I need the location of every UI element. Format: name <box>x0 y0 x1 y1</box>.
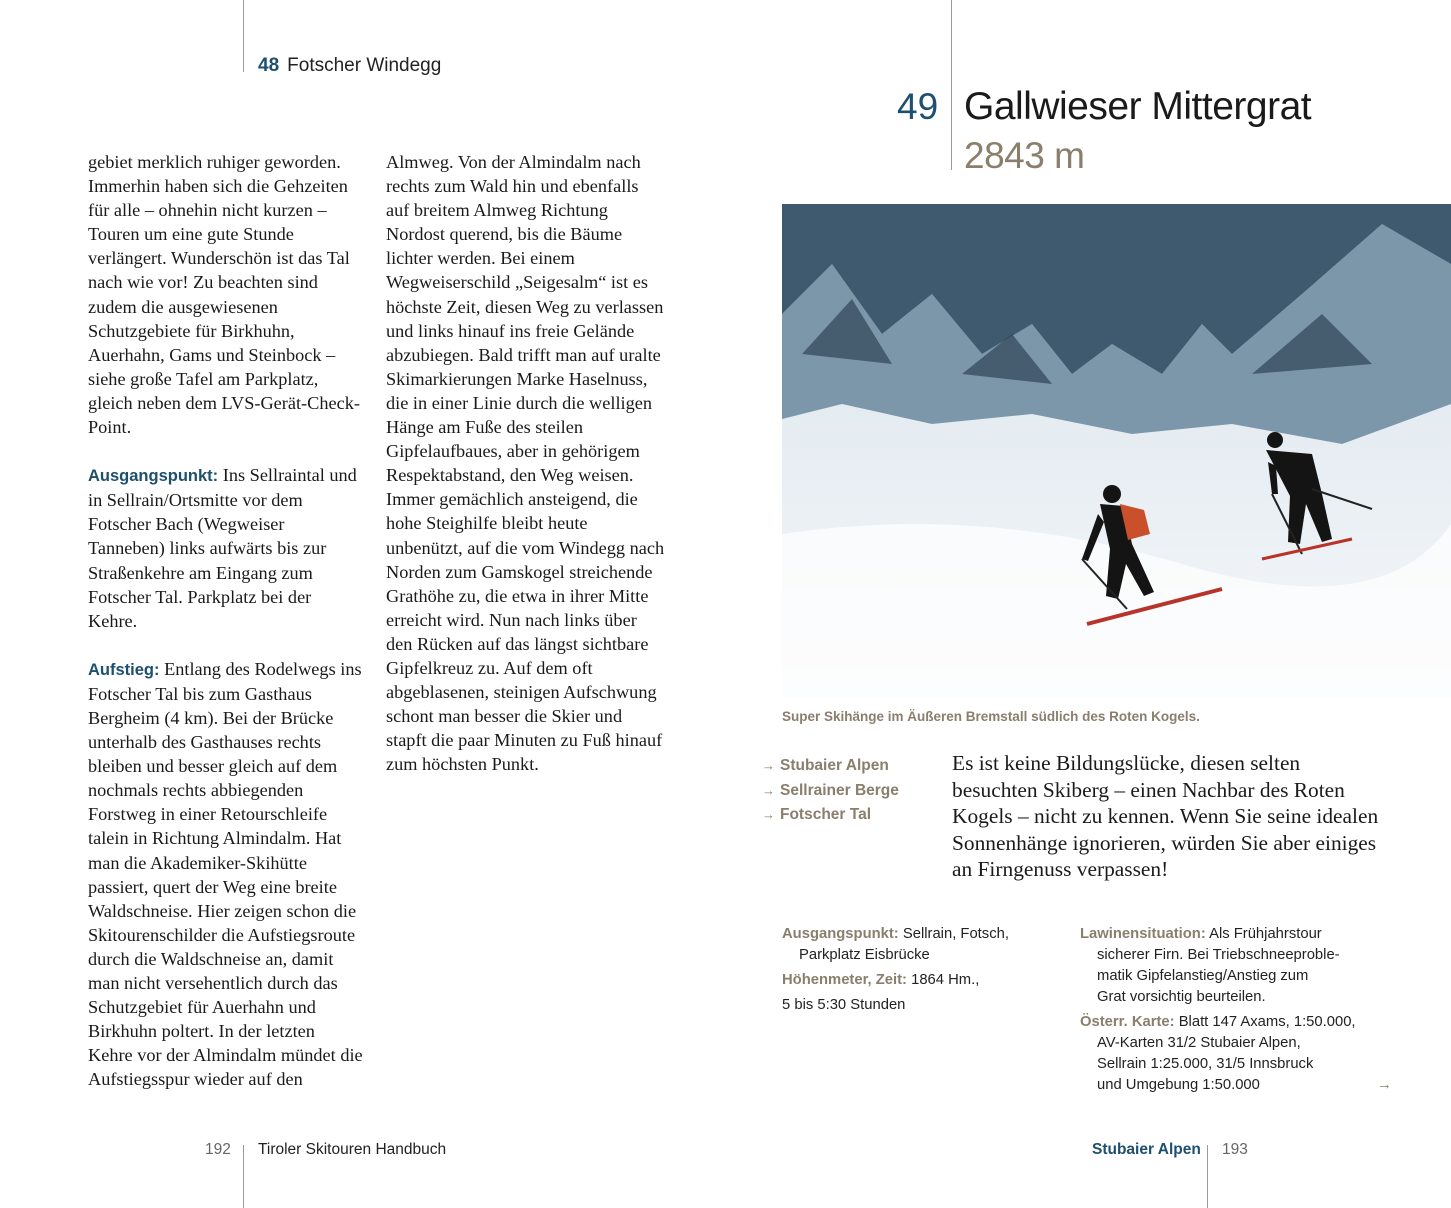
book-title: Tiroler Skitouren Handbuch <box>258 1141 447 1158</box>
arrow-right-icon: → <box>762 782 775 798</box>
route-paragraph: Almweg. Von der Almindalm nach rechts zum Wald hin und ebenfalls auf breitem Almweg Richtung Nordost querend, bis die Bäume lichter werden. Bei einem Wegweiserschild „Seigesalm“ ist es höchste Zeit, diesen Weg zu verlassen und links hinauf ins freie Gelände abzubiegen. Bald trifft man auf uralte Skimarkierungen Marke Haselnuss, die in einer Linie durch die welligen Hänge am Fuße des steilen Gipfelaufbaues, aber in gehörigem Respektabstand, den Weg weisen. Immer gemächlich ansteigend, die hohe Steighilfe bleibt heute unbenützt, auf die vom Windegg nach Norden zum Gamskogel streichende Grathöhe zu, die etwa in ihrer Mitte erreicht wird. Nun nach links über den Rücken auf das längst sichtbare Gipfelkreuz zu. Auf dem oft abgeblasenen, steinigen Aufschwung schont man besser die Skier und stapft die paar Minuten zu Fuß hinauf zum höchsten Punkt. <box>386 152 665 775</box>
start-label: Ausgangspunkt: <box>88 467 219 486</box>
region-label: Sellrainer Berge <box>780 781 899 799</box>
info-map-label: Österr. Karte: <box>1080 1014 1175 1030</box>
left-tour-number: 48 <box>258 55 280 76</box>
tour-number: 49 <box>897 86 939 127</box>
start-paragraph <box>88 463 363 633</box>
tour-title: Gallwieser Mittergrat <box>964 85 1312 128</box>
info-map-line4: und Umgebung 1:50.000 <box>1097 1077 1260 1093</box>
info-avalanche-line2: sicherer Firn. Bei Triebschneeproble- <box>1097 947 1340 963</box>
info-left <box>782 924 1042 1016</box>
ski-photo <box>782 204 1451 698</box>
region-link[interactable] <box>762 779 899 804</box>
left-footer-rule <box>243 1145 244 1208</box>
region-list <box>762 754 899 828</box>
region-link[interactable] <box>762 803 899 828</box>
right-page-number: 193 <box>1222 1141 1248 1158</box>
start-text: Ins Sellraintal und in Sellrain/Ortsmitte vor dem Fotscher Bach (Wegweiser Tanneben) links aufwärts bis zur Straßenkehre am Eingang zum Fotscher Tal. Parkplatz bei der Kehre. <box>88 465 357 631</box>
left-header-rule <box>243 0 244 72</box>
arrow-right-icon: → <box>762 807 775 822</box>
tour-altitude: 2843 m <box>964 135 1085 176</box>
info-map-line3: Sellrain 1:25.000, 31/5 Innsbruck <box>1097 1056 1314 1072</box>
body-column-2 <box>386 150 666 776</box>
arrow-right-icon: → <box>762 758 775 773</box>
tour-intro: Es ist keine Bildungslücke, diesen selten besuchten Skiberg – einen Nachbar des Roten Kogels – nicht zu kennen. Wenn Sie seine idealen Sonnenhänge ignorieren, würden Sie aber einiges an Firngenuss verpassen! <box>952 751 1379 881</box>
info-map-line2: AV-Karten 31/2 Stubaier Alpen, <box>1097 1035 1301 1051</box>
footer-region: Stubaier Alpen <box>1092 1141 1201 1158</box>
info-avalanche-label: Lawinensituation: <box>1080 926 1206 942</box>
region-label: Stubaier Alpen <box>780 757 889 774</box>
info-height-label: Höhenmeter, Zeit: <box>782 972 907 988</box>
info-start-line2: Parkplatz Eisbrücke <box>799 947 930 963</box>
ascent-label: Aufstieg: <box>88 660 160 679</box>
info-height-line1: 1864 Hm., <box>906 972 980 988</box>
region-link[interactable] <box>762 754 899 779</box>
left-running-head <box>258 55 441 77</box>
left-tour-name: Fotscher Windegg <box>287 55 442 76</box>
info-start-label: Ausgangspunkt: <box>782 926 899 942</box>
info-map-line1: Blatt 147 Axams, 1:50.000, <box>1174 1014 1356 1030</box>
left-page-number: 192 <box>205 1141 231 1158</box>
ascent-paragraph <box>88 657 363 1092</box>
info-avalanche-line4: Grat vorsichtig beurteilen. <box>1097 989 1266 1005</box>
info-height-line2: 5 bis 5:30 Stunden <box>782 997 906 1013</box>
continue-arrow-icon: → <box>1377 1076 1392 1093</box>
body-column-1 <box>88 150 363 1091</box>
ascent-text: Entlang des Rodelwegs ins Fotscher Tal bis zum Gasthaus Bergheim (4 km). Bei der Brücke unterhalb des Gasthauses rechts bleiben und besser gleich auf dem nochmals rechts abbiegenden Forstweg in einer Retourschleife talein in Richtung Almindalm. Hat man die Akademiker-Skihütte passiert, quert der Weg eine breite Waldschneise. Hier zeigen schon die Skitourenschilder die Aufstiegsroute durch die Waldschneise an, damit man nicht versehentlich durch das Schutzgebiet für Auerhahn und Birkhuhn poltert. In der letzten Kehre vor der Almindalm mündet die Aufstiegsspur wieder auf den <box>88 658 363 1090</box>
info-start-line1: Sellrain, Fotsch, <box>898 926 1009 942</box>
info-right <box>1080 924 1380 1096</box>
right-header-rule <box>951 0 952 170</box>
region-label: Fotscher Tal <box>780 806 872 823</box>
right-footer-rule <box>1207 1145 1208 1208</box>
photo-caption: Super Skihänge im Äußeren Bremstall südlich des Roten Kogels. <box>782 709 1200 724</box>
intro-paragraph: gebiet merklich ruhiger geworden. Immerhin haben sich die Gehzeiten für alle – ohnehin nicht kurzen – Touren um eine gute Stunde verlängert. Wunderschön ist das Tal nach wie vor! Zu beachten sind zudem die ausgewiesenen Schutzgebiete für Birkhuhn, Auerhahn, Gams und Steinbock – siehe große Tafel am Parkplatz, gleich neben dem LVS-Gerät-Check-Point. <box>88 152 360 438</box>
info-avalanche-line3: matik Gipfelanstieg/Anstieg zum <box>1097 968 1309 984</box>
info-avalanche-line1: Als Frühjahrstour <box>1205 926 1322 942</box>
